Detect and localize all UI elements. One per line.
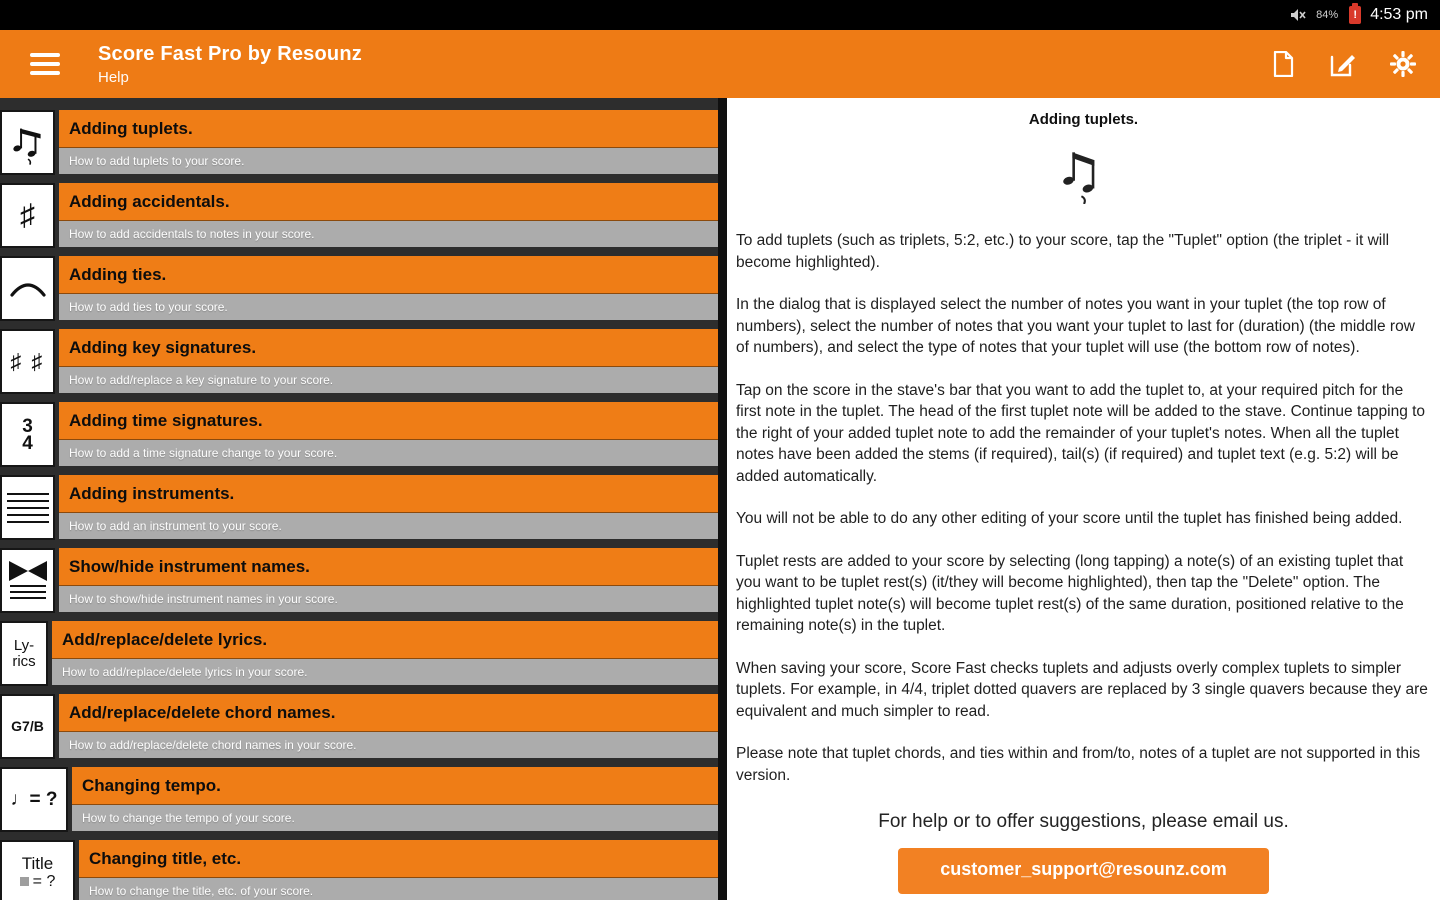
key-signature-icon: ♯ ♯ [0, 329, 55, 394]
mute-icon [1289, 6, 1307, 24]
title-icon-line2-text: = ? [32, 872, 56, 890]
settings-gear-icon[interactable] [1390, 51, 1416, 77]
help-item-title: Changing tempo. [72, 767, 718, 805]
content-paragraph: To add tuplets (such as triplets, 5:2, etc.) to your score, tap the "Tuplet" option (the triplet - it will become highlighted). [736, 232, 1390, 271]
app-bar-titles [98, 43, 362, 86]
tempo-icon-text: ♩= ? [10, 788, 58, 810]
status-bar [0, 0, 1440, 30]
lyrics-icon-line2: rics [12, 652, 36, 670]
title-icon [0, 840, 75, 900]
title-icon-line1: Title [21, 853, 54, 873]
help-item-adding-time-signatures[interactable] [0, 402, 718, 467]
content-paragraph: Tuplet rests are added to your score by selecting (long tapping) a note(s) of an existing tuplet that you want to be tuplet rest(s) (it/they will become highlighted), then tap the "Delete" option. The highlighted tuplet note(s) will become tuplet rest(s) of the same duration, positioned relative to the remaining note(s) in the tuplet. [736, 552, 1404, 634]
chord-name-icon [0, 694, 55, 759]
tuplet-figure-icon [734, 142, 1433, 204]
new-document-icon[interactable] [1270, 51, 1296, 77]
help-item-subtitle: How to add an instrument to your score. [59, 513, 718, 539]
help-item-subtitle: How to add/replace/delete lyrics in your score. [52, 659, 718, 685]
help-item-subtitle: How to add tuplets to your score. [59, 148, 718, 174]
content-paragraph: When saving your score, Score Fast checks tuplets and adjusts overly complex tuplets to simpler tuplets. For example, in 4/4, triplet dotted quavers are replaced by 3 single quavers because they are equivalent and much simpler to read. [736, 659, 1428, 720]
content-paragraph: Please note that tuplet chords, and ties within and from/to, notes of a tuplet are not supported in this version. [736, 745, 1421, 784]
menu-icon[interactable] [30, 53, 60, 75]
help-item-subtitle: How to add/replace a key signature to your score. [59, 367, 718, 393]
help-item-show-hide-instrument-names[interactable] [0, 548, 718, 613]
tempo-icon [0, 767, 68, 832]
help-item-subtitle: How to add ties to your score. [59, 294, 718, 320]
status-time: 4:53 pm [1370, 6, 1428, 23]
chord-icon-text: G7/B [11, 718, 44, 735]
help-item-adding-accidentals[interactable] [0, 183, 718, 248]
help-item-subtitle: How to add a time signature change to your score. [59, 440, 718, 466]
title-icon-line2 [20, 873, 56, 891]
battery-icon: ! [1349, 6, 1361, 24]
help-item-title: Adding time signatures. [59, 402, 718, 440]
help-item-subtitle: How to add accidentals to notes in your score. [59, 221, 718, 247]
content-heading: Adding tuplets. [1028, 111, 1139, 128]
time-signature-icon [0, 402, 55, 467]
app-bar [0, 30, 1440, 98]
help-item-title: Adding key signatures. [59, 329, 718, 367]
main-area [0, 98, 1440, 900]
email-support-button[interactable]: customer_support@resounz.com [898, 848, 1269, 894]
help-content-panel[interactable] [727, 98, 1440, 900]
help-item-title: Changing title, etc. [79, 840, 718, 878]
help-item-subtitle: How to show/hide instrument names in your score. [59, 586, 718, 612]
sharp-icon: ♯ [0, 183, 55, 248]
help-item-lyrics[interactable] [0, 621, 718, 686]
app-subtitle: Help [98, 68, 129, 86]
help-item-subtitle: How to change the tempo of your score. [72, 805, 718, 831]
app-title: Score Fast Pro by Resounz [98, 42, 362, 65]
help-item-changing-tempo[interactable] [0, 767, 718, 832]
help-topic-list [0, 98, 727, 900]
help-item-adding-key-signatures[interactable] [0, 329, 718, 394]
content-paragraph: Tap on the score in the stave's bar that you want to add the tuplet to, at your required pitch for the first note in the tuplet. The head of the first tuplet note will be added to the stave. Continue tapping to the right of your added tuplet note to add the remainder of your tuplet's notes. When all the tuplet notes have been added the stems (if required), tail(s) (if required) and tuplet text (e.g. 5:2) will be added automatically. [736, 381, 1426, 485]
time-signature-top: 3 [22, 415, 33, 437]
help-item-subtitle: How to add/replace/delete chord names in your score. [59, 732, 718, 758]
help-item-adding-ties[interactable] [0, 256, 718, 321]
help-item-adding-tuplets[interactable] [0, 110, 718, 175]
help-item-chord-names[interactable] [0, 694, 718, 759]
help-item-title: Add/replace/delete chord names. [59, 694, 718, 732]
help-item-title: Adding accidentals. [59, 183, 718, 221]
app-bar-actions [1270, 51, 1416, 77]
tie-icon [0, 256, 55, 321]
help-item-title: Adding ties. [59, 256, 718, 294]
staff-icon [0, 475, 55, 540]
edit-icon[interactable] [1330, 51, 1356, 77]
time-signature-bottom: 4 [22, 432, 33, 454]
lyrics-icon [0, 621, 48, 686]
help-item-title: Show/hide instrument names. [59, 548, 718, 586]
help-item-title: Add/replace/delete lyrics. [52, 621, 718, 659]
tuplet-note-icon [0, 110, 55, 175]
email-prompt: For help or to offer suggestions, please email us. [878, 811, 1289, 832]
content-paragraph: In the dialog that is displayed select the number of notes you want in your tuplet (the top row of numbers), select the number of notes that you want your tuplet to last for (duration) (the middle row of numbers), and select the type of notes that your tuplet will use (the bottom row of notes). [736, 296, 1415, 356]
help-item-changing-title[interactable] [0, 840, 718, 900]
content-paragraph: You will not be able to do any other editing of your score until the tuplet has finished being added. [736, 510, 1403, 527]
help-item-subtitle: How to change the title, etc. of your score. [79, 878, 718, 900]
help-item-adding-instruments[interactable] [0, 475, 718, 540]
help-item-title: Adding tuplets. [59, 110, 718, 148]
lyrics-icon-line1: Ly- [13, 636, 35, 654]
help-item-title: Adding instruments. [59, 475, 718, 513]
hide-names-icon [0, 548, 55, 613]
battery-percent: 84% [1316, 9, 1339, 21]
